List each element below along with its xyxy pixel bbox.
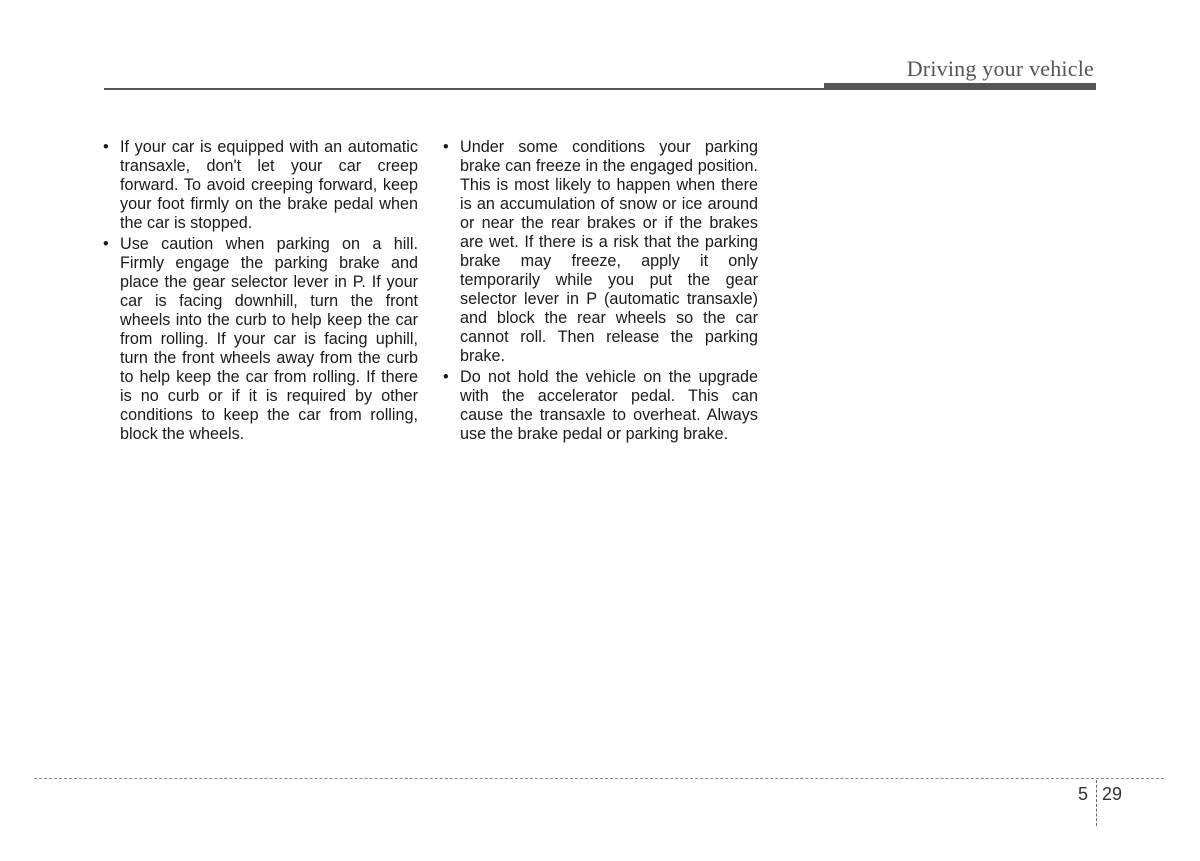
page-number-divider: [1096, 780, 1097, 826]
footer-dashed-line: [34, 778, 1164, 779]
page-number: 29: [1102, 784, 1123, 804]
left-text-column: [102, 138, 418, 446]
right-text-column: [442, 138, 758, 446]
bullet-item-upgrade-accelerator: [442, 368, 758, 444]
bullet-text: Use caution when parking on a hill. Firmly engage the parking brake and place the gear selector lever in P. If your car is facing downhill, turn the front wheels into the curb to help keep the car from rolling. If your car is facing uphill, turn the front wheels away from the curb to help keep the car from rolling. If there is no curb or if it is required by other conditions to keep the car from rolling, block the wheels.: [120, 235, 418, 443]
bullet-icon: •: [103, 138, 109, 156]
left-bullet-list: [102, 138, 418, 444]
bullet-item-parking-on-hill: [102, 235, 418, 444]
right-bullet-list: [442, 138, 758, 444]
header-accent-bar: [824, 83, 1096, 90]
bullet-item-creep-forward: [102, 138, 418, 233]
bullet-icon: •: [443, 368, 449, 386]
bullet-text: Under some conditions your parking brake can freeze in the engaged position. This is most likely to happen when there is an accumulation of snow or ice around or near the rear brakes or if the brakes are wet. If there is a risk that the parking brake may freeze, apply it only temporarily while you put the gear selector lever in P (automatic transaxle) and block the rear wheels so the car cannot roll. Then release the parking brake.: [460, 138, 758, 365]
section-number: 5: [1078, 784, 1089, 804]
header-divider-line: [104, 88, 824, 90]
page-header-title: Driving your vehicle: [906, 56, 1094, 81]
bullet-item-brake-freeze: [442, 138, 758, 366]
bullet-text: Do not hold the vehicle on the upgrade with the accelerator pedal. This can cause the transaxle to overheat. Always use the brake pedal or parking brake.: [460, 368, 758, 443]
bullet-text: If your car is equipped with an automatic transaxle, don't let your car creep forward. To avoid creeping forward, keep your foot firmly on the brake pedal when the car is stopped.: [120, 138, 418, 232]
bullet-icon: •: [103, 235, 109, 253]
bullet-icon: •: [443, 138, 449, 156]
